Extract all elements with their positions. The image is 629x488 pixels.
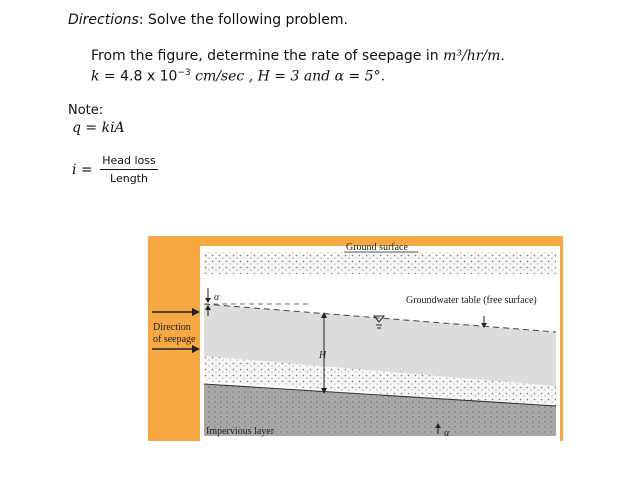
directions-label: Directions xyxy=(68,12,139,28)
fraction-denominator: Length xyxy=(110,172,148,185)
seepage-diagram xyxy=(148,236,563,441)
k-unit: cm/sec xyxy=(190,68,245,85)
h-part: , H = 3 and xyxy=(244,68,335,85)
problem-line-1 xyxy=(91,48,505,64)
i-formula-label: i = xyxy=(72,162,93,178)
direction-label-2: of seepage xyxy=(153,334,196,345)
k-symbol: k xyxy=(91,68,100,85)
direction-label-1: Direction xyxy=(153,322,191,333)
k-exponent: −3 xyxy=(177,68,191,78)
ground-surface-label: Ground surface xyxy=(346,242,408,253)
problem-prefix: From the figure, determine the rate of seepage in xyxy=(91,48,444,64)
k-value: = 4.8 x 10 xyxy=(99,68,178,85)
impervious-layer-label: Impervious layer xyxy=(206,426,275,437)
directions-line xyxy=(68,12,348,28)
directions-text: : Solve the following problem. xyxy=(138,12,348,28)
note-label: Note: xyxy=(68,103,104,118)
seepage-figure xyxy=(148,236,563,445)
problem-unit: m³/hr/m. xyxy=(443,48,505,64)
alpha-label-bottom: α xyxy=(444,428,450,439)
alpha-part: α = 5°. xyxy=(334,68,386,85)
q-formula: q = kiA xyxy=(72,120,125,136)
h-label: H xyxy=(319,350,327,361)
problem-line-2 xyxy=(91,68,385,85)
ground-surface-layer xyxy=(204,252,556,274)
i-fraction xyxy=(100,154,158,185)
groundwater-table-label: Groundwater table (free surface) xyxy=(406,295,537,306)
alpha-label-top: α xyxy=(214,292,220,303)
fraction-numerator: Head loss xyxy=(100,154,158,170)
